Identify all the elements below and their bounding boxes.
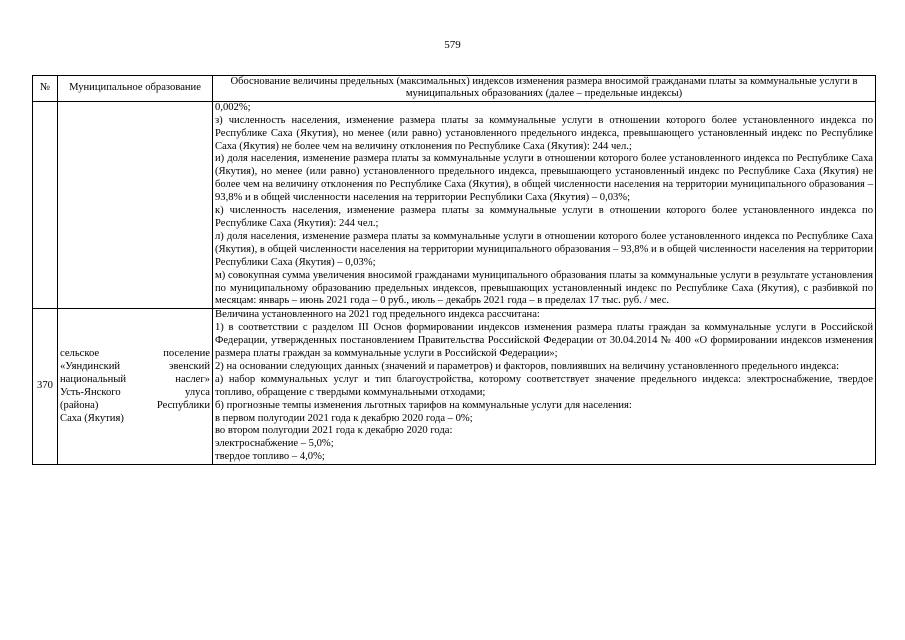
municipality-line: «Уяндинский эвенский bbox=[60, 360, 210, 372]
paragraph: Величина установленного на 2021 год предельного индекса рассчитана: bbox=[215, 309, 540, 321]
paragraph: в первом полугодии 2021 года к декабрю 2020 года – 0%; bbox=[215, 412, 473, 424]
paragraph: во втором полугодии 2021 года к декабрю 2020 года: bbox=[215, 425, 453, 437]
paragraph: и) доля населения, изменение размера платы за коммунальные услуги в отношении которого более установленного индекса по Республике Саха (Якутия), но менее (или равно) установленного предельного индекса, превышающего установленный индекс по Республике Саха (Якутия) не более чем на величину отклонения по Республике Саха (Якутия), в общей численности населения на территории муниципального образования – 93,8% и в общей численности населения на территории Республики Саха (Якутия) – 0,03%; bbox=[215, 153, 873, 204]
municipality-line: Усть-Янского улуса bbox=[60, 386, 210, 398]
row-number: 370 bbox=[33, 309, 58, 465]
paragraph: з) численность населения, изменение размера платы за коммунальные услуги в отношении которого более установленного индекса по Республике Саха (Якутия), но менее (или равно) установленного предельного индекса, превышающего установленный индекс по Республике Саха (Якутия) не более чем на величину отклонения по Республике Саха (Якутия): 244 чел.; bbox=[215, 114, 873, 152]
municipality-line: Саха (Якутия) bbox=[60, 412, 124, 424]
header-justification: Обоснование величины предельных (максимальных) индексов изменения размера вносимой гражданами платы за коммунальные услуги в муниципальных образованиях (далее – предельные индексы) bbox=[213, 76, 876, 102]
municipality-line: национальный наслег» bbox=[60, 373, 210, 385]
paragraph: м) совокупная сумма увеличения вносимой гражданами муниципального образования платы за коммунальные услуги в результате установления по муниципальному образованию предельных индексов, превышающих установленный индекс по Республике Саха (Якутия), с разбивкой по месяцам: январь – июнь 2021 года – 0 руб., июль – декабрь 2021 года – в пределах 17 тыс. руб. / мес. bbox=[215, 269, 873, 307]
municipality-line: сельское поселение bbox=[60, 348, 210, 360]
paragraph: твердое топливо – 4,0%; bbox=[215, 451, 325, 463]
table-row-continuation bbox=[33, 101, 876, 309]
table-header-row bbox=[33, 76, 876, 102]
continuation-text-cell bbox=[213, 101, 876, 309]
header-municipality: Муниципальное образование bbox=[58, 76, 213, 102]
paragraph: электроснабжение – 5,0%; bbox=[215, 438, 334, 450]
paragraph: 0,002%; bbox=[215, 101, 251, 113]
paragraph: 1) в соответствии с разделом III Основ формировании индексов изменения размера платы граждан за коммунальные услуги в Российской Федерации, утвержденных постановлением Правительства Российской Федерации от 30.04.2014 № 400 «О формировании индексов изменения размера платы граждан за коммунальные услуги в Российской Федерации»; bbox=[215, 322, 873, 360]
paragraph: л) доля населения, изменение размера платы за коммунальные услуги в отношении которого более установленного индекса по Республике Саха (Якутия), в общей численности населения на территории муниципального образования – 93,8% и в общей численности населения на территории Республики Саха (Якутия) – 0,03%; bbox=[215, 230, 873, 268]
continuation-municipality-cell bbox=[58, 101, 213, 309]
page-number: 579 bbox=[444, 39, 461, 51]
header-number: № bbox=[33, 76, 58, 102]
indices-table bbox=[32, 75, 876, 465]
continuation-number-cell bbox=[33, 101, 58, 309]
table-row-370 bbox=[33, 309, 876, 465]
paragraph: 2) на основании следующих данных (значений и параметров) и факторов, повлиявших на величину установленного предельного индекса: bbox=[215, 360, 840, 372]
paragraph: а) набор коммунальных услуг и тип благоустройства, которому соответствует значение предельного индекса: электроснабжение, твердое топливо, обращение с твердыми коммунальными отходами; bbox=[215, 373, 873, 398]
municipality-line: (района) Республики bbox=[60, 399, 210, 411]
paragraph: б) прогнозные темпы изменения льготных тарифов на коммунальные услуги для населения: bbox=[215, 399, 632, 411]
paragraph: к) численность населения, изменение размера платы за коммунальные услуги в отношении которого более установленного индекса по Республике Саха (Якутия): 244 чел.; bbox=[215, 205, 873, 229]
justification-text-cell bbox=[213, 309, 876, 465]
municipality-name bbox=[58, 309, 213, 465]
